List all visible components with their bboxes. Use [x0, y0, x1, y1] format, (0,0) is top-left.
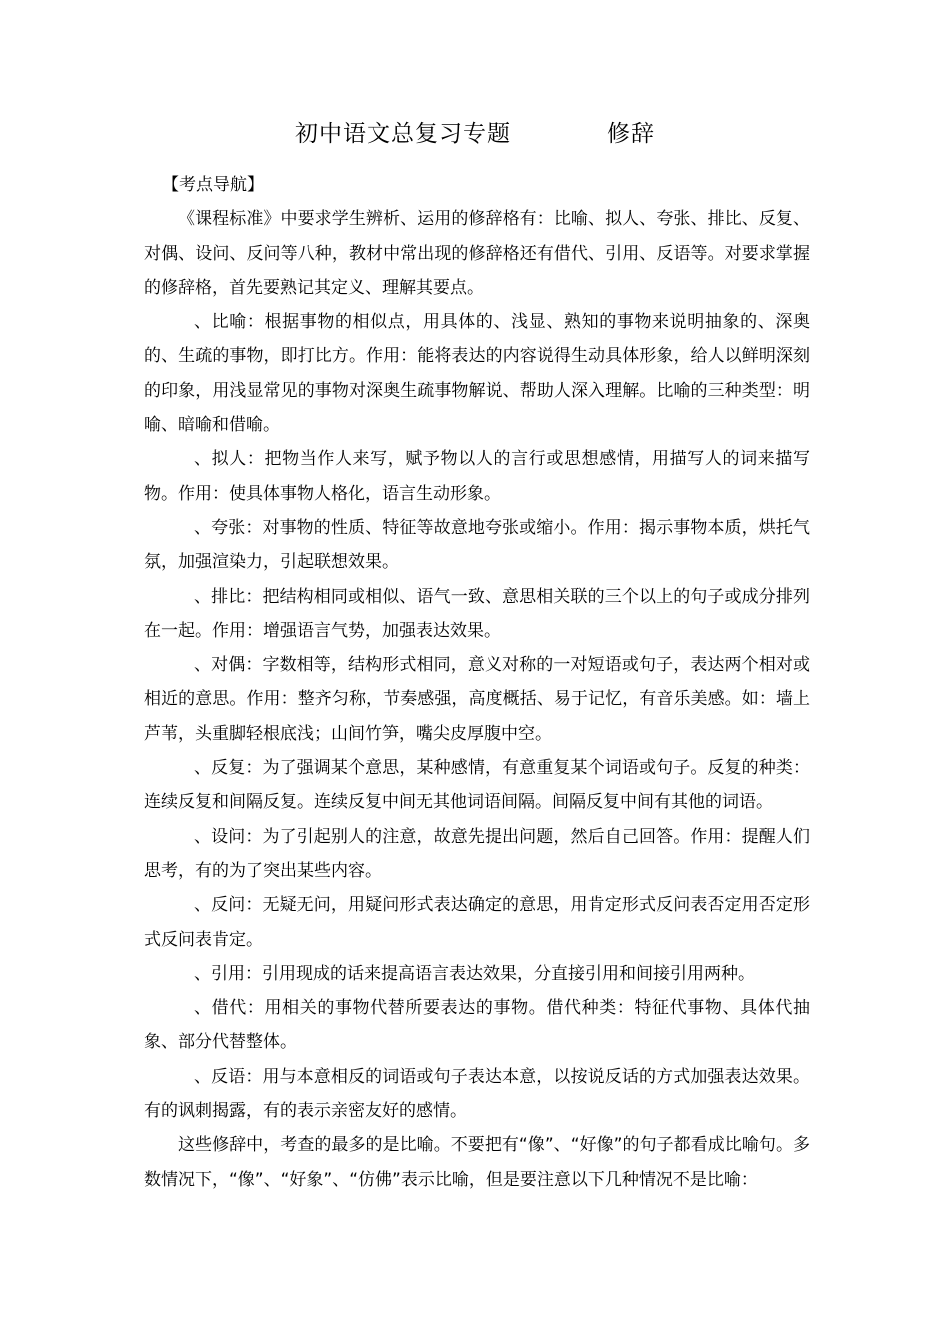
paragraph-personification: 、拟人：把物当作人来写，赋予物以人的言行或思想感情，用描写人的词来描写物。作用：使具体事物人格化，语言生动形象。 [144, 449, 810, 504]
paragraph-repetition: 、反复：为了强调某个意思，某种感情，有意重复某个词语或句子。反复的种类：连续反复和间隔反复。连续反复中间无其他词语间隔。间隔反复中间有其他的词语。 [144, 758, 810, 813]
paragraph-irony: 、反语：用与本意相反的词语或句子表达本意，以按说反话的方式加强表达效果。有的讽刺揭露，有的表示亲密友好的感情。 [144, 1066, 810, 1122]
document-body [144, 168, 810, 1197]
title-main: 初中语文总复习专题 [295, 121, 511, 147]
paragraph-antithesis: 、对偶：字数相等，结构形式相同，意义对称的一对短语或句子，表达两个相对或相近的意思。作用：整齐匀称，节奏感强，高度概括、易于记忆，有音乐美感。如：墙上芦苇，头重脚轻根底浅；山间竹笋，嘴尖皮厚腹中空。 [144, 655, 810, 744]
paragraph-metonymy: 、借代：用相关的事物代替所要表达的事物。借代种类：特征代事物、具体代抽象、部分代替整体。 [144, 998, 810, 1053]
paragraph-rhetorical-question: 、反问：无疑无问，用疑问形式表达确定的意思，用肯定形式反问表否定用否定形式反问表肯定。 [144, 895, 810, 950]
title-topic: 修辞 [607, 121, 655, 147]
paragraph-metaphor: 、比喻：根据事物的相似点，用具体的、浅显、熟知的事物来说明抽象的、深奥的、生疏的事物，即打比方。作用：能将表达的内容说得生动具体形象，给人以鲜明深刻的印象，用浅显常见的事物对深奥生疏事物解说、帮助人深入理解。比喻的三种类型：明喻、暗喻和借喻。 [144, 312, 810, 436]
document-title [0, 118, 950, 150]
paragraph-quotation: 、引用：引用现成的话来提高语言表达效果，分直接引用和间接引用两种。 [194, 963, 755, 984]
section-heading: 【考点导航】 [162, 175, 264, 195]
paragraph-intro: 《课程标准》中要求学生辨析、运用的修辞格有：比喻、拟人、夸张、排比、反复、对偶、设问、反问等八种，教材中常出现的修辞格还有借代、引用、反语等。对要求掌握的修辞格，首先要熟记其定义、理解其要点。 [144, 209, 810, 298]
paragraph-parallelism: 、排比：把结构相同或相似、语气一致、意思相关联的三个以上的句子或成分排列在一起。作用：增强语言气势，加强表达效果。 [144, 586, 810, 641]
paragraph-hyperbole: 、夸张：对事物的性质、特征等故意地夸张或缩小。作用：揭示事物本质，烘托气氛，加强渲染力，引起联想效果。 [144, 517, 810, 573]
paragraph-hypophora: 、设问：为了引起别人的注意，故意先提出问题，然后自己回答。作用：提醒人们思考，有的为了突出某些内容。 [144, 826, 810, 881]
paragraph-conclusion: 这些修辞中，考查的最多的是比喻。不要把有“像”、“好像”的句子都看成比喻句。多数情况下，“像”、“好象”、“仿佛”表示比喻，但是要注意以下几种情况不是比喻： [144, 1135, 810, 1190]
